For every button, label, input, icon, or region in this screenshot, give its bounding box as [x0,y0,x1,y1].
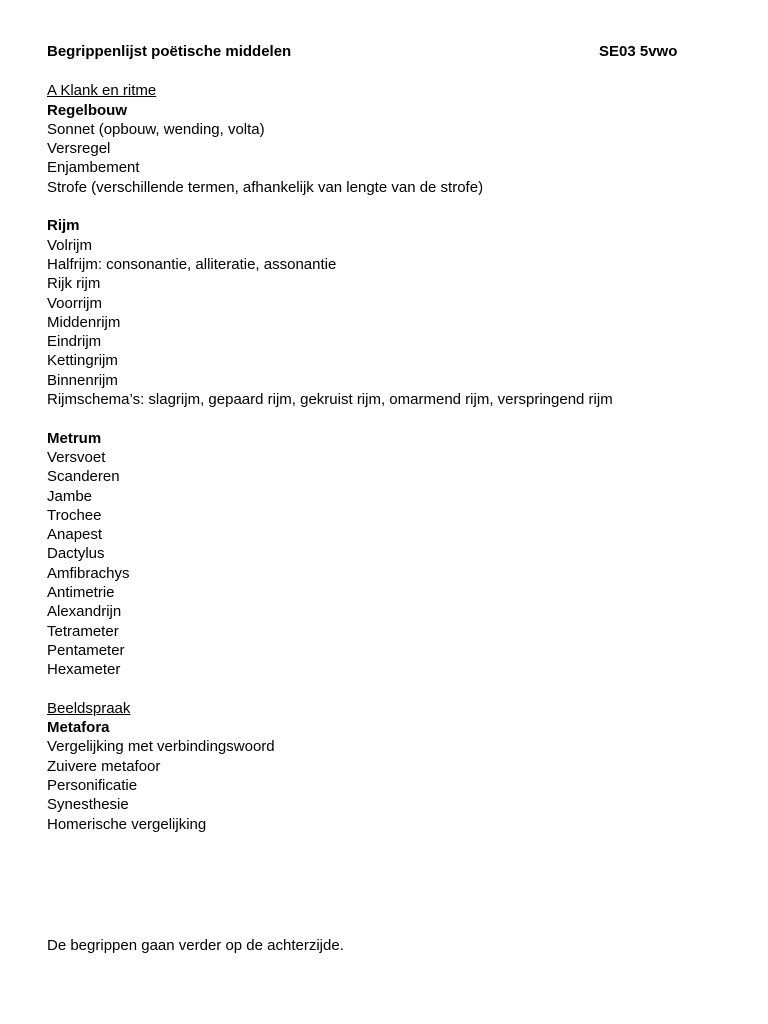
list-item: Versvoet [47,448,106,466]
heading-rijm: Rijm [47,217,80,235]
spacer [47,62,687,81]
list-item: Amfibrachys [47,564,130,582]
list-item: Dactylus [47,545,105,563]
list-item: Hexameter [47,661,121,679]
spacer [47,680,687,699]
list-item: Sonnet (opbouw, wending, volta) [47,120,265,138]
heading-regelbouw: Regelbouw [47,101,128,119]
spacer [47,197,687,216]
list-item: Jambe [47,487,93,505]
list-item: Kettingrijm [47,352,118,370]
section-title-beeldspraak: Beeldspraak [47,699,131,717]
list-item: Halfrijm: consonantie, alliteratie, assonantie [47,255,337,273]
section-title-klank-en-ritme: A Klank en ritme [47,82,157,100]
list-item: Antimetrie [47,584,115,602]
document-page [47,42,687,834]
list-item: Tetrameter [47,622,119,640]
list-item: Strofe (verschillende termen, afhankelijk van lengte van de strofe) [47,178,484,196]
list-item: Middenrijm [47,313,121,331]
list-item: Eindrijm [47,333,102,351]
document-header [47,42,687,62]
spacer [47,409,687,428]
list-item: Trochee [47,506,102,524]
list-item: Alexandrijn [47,603,122,621]
heading-metrum: Metrum [47,429,102,447]
footer-note: De begrippen gaan verder op de achterzijde. [47,937,344,954]
list-item: Anapest [47,526,103,544]
course-code: SE03 5vwo [599,43,678,60]
list-item: Vergelijking met verbindingswoord [47,738,275,756]
heading-metafora: Metafora [47,719,110,737]
list-item: Versregel [47,140,111,158]
list-item: Volrijm [47,236,93,254]
list-item: Personificatie [47,776,138,794]
list-item: Binnenrijm [47,371,118,389]
list-item: Scanderen [47,468,120,486]
list-item: Pentameter [47,641,125,659]
list-item: Rijk rijm [47,275,101,293]
list-item: Rijmschema’s: slagrijm, gepaard rijm, gekruist rijm, omarmend rijm, verspringend rijm [47,391,613,409]
list-item: Homerische vergelijking [47,815,207,833]
list-item: Voorrijm [47,294,103,312]
list-item: Synesthesie [47,796,129,814]
list-item: Zuivere metafoor [47,757,161,775]
list-item: Enjambement [47,159,140,177]
document-title: Begrippenlijst poëtische middelen [47,43,292,60]
